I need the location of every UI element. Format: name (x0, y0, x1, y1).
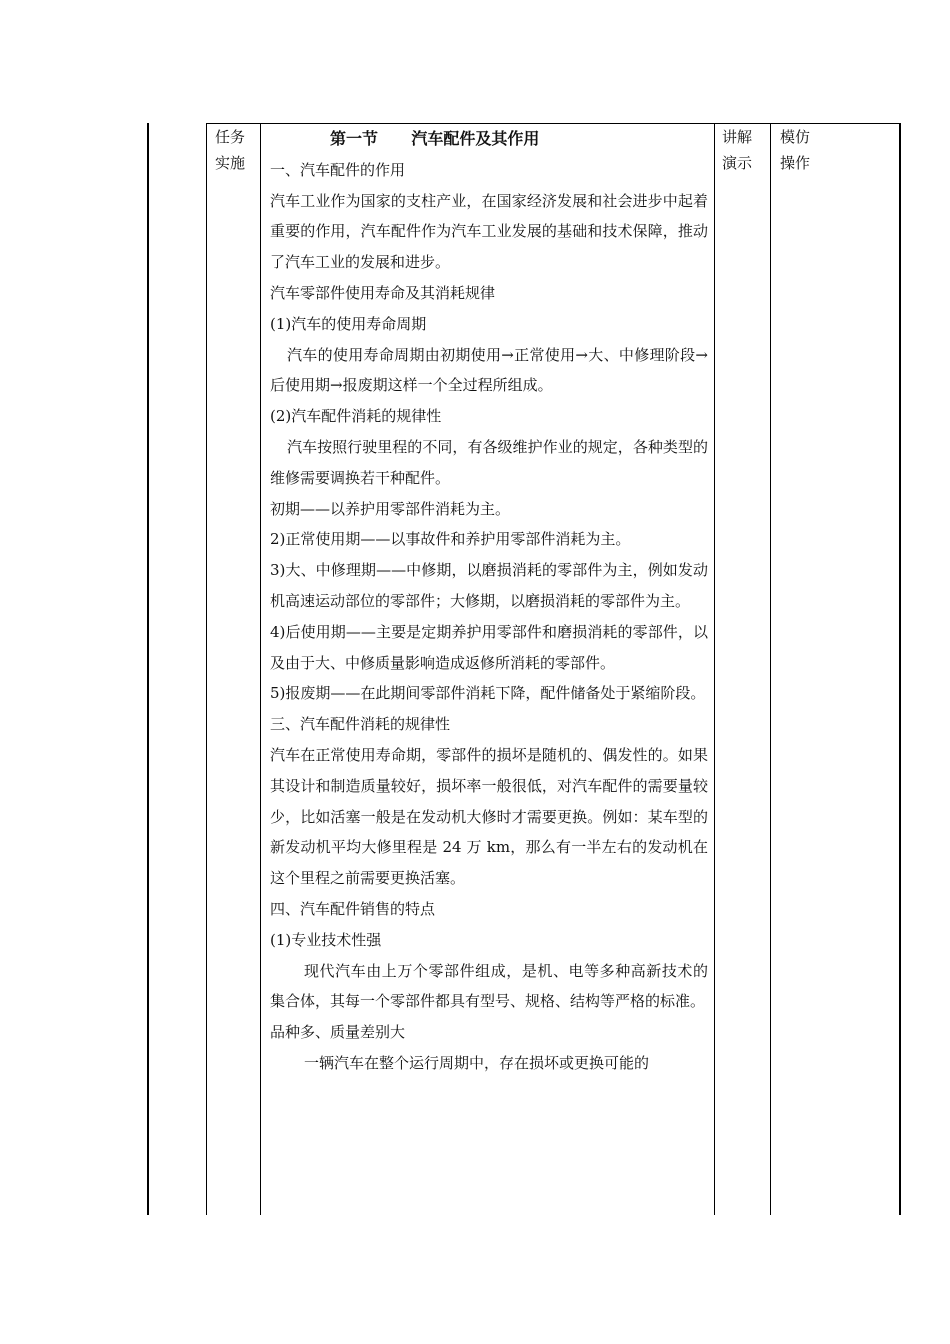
content-cell (270, 124, 708, 1079)
heading-1: 一、汽车配件的作用 (270, 160, 406, 179)
column-divider-2 (260, 123, 261, 1215)
imitate-operate-label (780, 124, 810, 176)
paragraph: 汽车在正常使用寿命期，零部件的损坏是随机的、偶发性的。如果其设计和制造质量较好，损坏率一般很低，对汽车配件的需要量较少，比如活塞一般是在发动机大修时才需要更换。例如：某车型的新发动机平均大修里程是 24 万 km，那么有一半左右的发动机在这个里程之前需要更换活塞。 (270, 745, 708, 888)
column-divider-4 (770, 123, 771, 1215)
col3-line-1: 讲解 (722, 128, 753, 146)
heading-4: 四、汽车配件销售的特点 (270, 899, 436, 918)
paragraph: 汽车的使用寿命周期由初期使用→正常使用→大、中修理阶段→后使用期→报废期这样一个全过程所组成。 (270, 345, 708, 395)
heading-3: 三、汽车配件消耗的规律性 (270, 715, 451, 734)
explain-demo-label (722, 124, 752, 176)
table-right-border (899, 123, 901, 1215)
task-implementation-label (215, 124, 245, 176)
list-item: 2)正常使用期——以事故件和养护用零部件消耗为主。 (270, 530, 631, 549)
subheading: (1)专业技术性强 (270, 930, 382, 949)
column-divider-3 (714, 123, 715, 1215)
subheading: (2)汽车配件消耗的规律性 (270, 407, 442, 426)
subheading: (1)汽车的使用寿命周期 (270, 314, 427, 333)
list-item: 3)大、中修理期——中修期，以磨损消耗的零部件为主，例如发动机高速运动部位的零部件；大修期，以磨损消耗的零部件为主。 (270, 561, 708, 610)
paragraph: 汽车按照行驶里程的不同，有各级维护作业的规定，各种类型的维修需要调换若干种配件。 (270, 437, 708, 487)
list-item: 5)报废期——在此期间零部件消耗下降，配件储备处于紧缩阶段。 (270, 684, 706, 703)
col1-line-2: 实施 (215, 154, 246, 172)
list-item: 4)后使用期——主要是定期养护用零部件和磨损消耗的零部件，以及由于大、中修质量影响造成返修所消耗的零部件。 (270, 622, 708, 672)
table-left-border (147, 123, 149, 1215)
list-item: 初期——以养护用零部件消耗为主。 (270, 499, 511, 518)
paragraph: 一辆汽车在整个运行周期中，存在损坏或更换可能的 (304, 1053, 650, 1072)
column-divider-1 (206, 123, 207, 1215)
paragraph: 汽车工业作为国家的支柱产业，在国家经济发展和社会进步中起着重要的作用，汽车配件作为汽车工业发展的基础和技术保障，推动了汽车工业的发展和进步。 (270, 191, 708, 272)
subheading: 汽车零部件使用寿命及其消耗规律 (270, 283, 496, 302)
subheading: 品种多、质量差别大 (270, 1023, 406, 1042)
col3-line-2: 演示 (722, 154, 753, 172)
col4-line-2: 操作 (780, 154, 811, 172)
section-title: 第一节 汽车配件及其作用 (330, 129, 540, 148)
col1-line-1: 任务 (215, 128, 246, 146)
col4-line-1: 模仿 (780, 128, 811, 146)
paragraph: 现代汽车由上万个零部件组成，是机、电等多种高新技术的集合体，其每一个零部件都具有型号、规格、结构等严格的标准。 (270, 961, 708, 1011)
